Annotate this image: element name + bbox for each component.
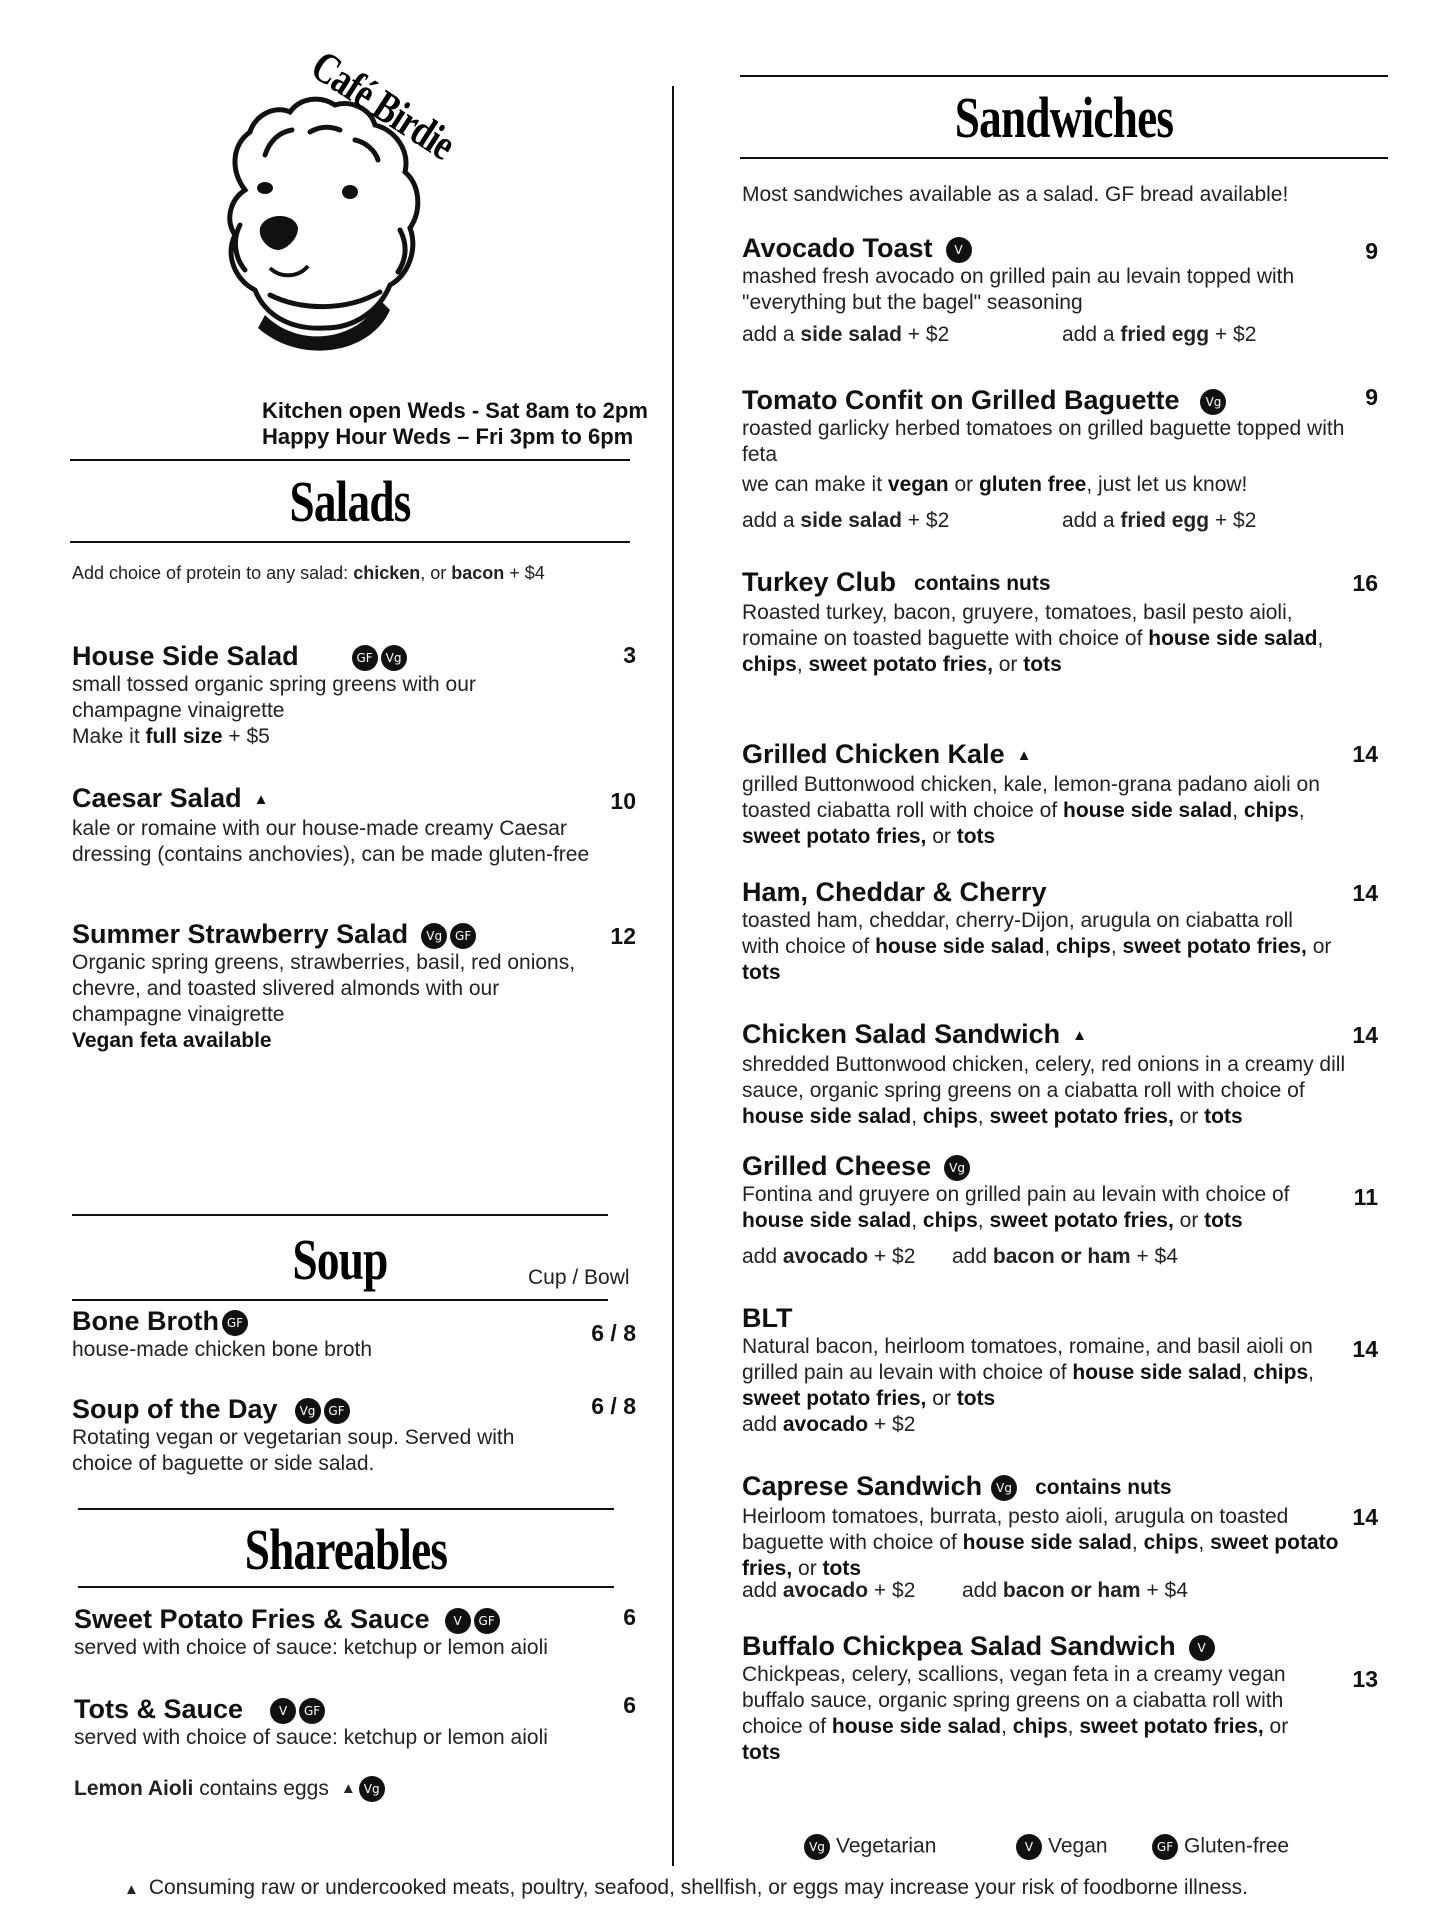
item-name: Soup of the Day [72,1394,278,1424]
gluten-free-icon: GF [450,923,476,949]
add-side-salad [742,322,949,348]
side-sweet-potato-fries: sweet potato fries, [742,824,927,848]
addon-bold: side salad [800,323,902,346]
note-suffix: + $4 [504,563,545,583]
item-name: Tots & Sauce [74,1694,244,1724]
item-description: house-made chicken bone broth [72,1338,373,1361]
item-name: Chicken Salad Sandwich [742,1019,1061,1049]
item-price: 10 [610,788,636,814]
menu-item-chicken-salad-sandwich [742,1018,1362,1130]
side-tots: tots [956,824,996,848]
extra-mid: or [948,473,979,496]
side-chips: chips [1253,1361,1309,1384]
shareables-title: Shareables [244,1517,448,1582]
vegetarian-icon: Vg [1200,389,1226,415]
add-avocado [742,1578,915,1604]
menu-item-caesar-salad [72,782,592,868]
addon-bold: side salad [800,509,902,532]
side-or: or [992,652,1024,676]
logo-text: Café Birdie [302,40,464,170]
addon-post: + $2 [1209,509,1257,532]
item-price: 3 [623,642,636,668]
side-sweet-potato-fries: sweet potato fries, [1122,935,1307,958]
addon-bold: fried egg [1120,509,1210,532]
gluten-free-icon: GF [324,1398,350,1424]
item-name: BLT [742,1303,793,1333]
item-description: small tossed organic spring greens with our champagne vinaigrette [72,673,476,722]
item-price: 14 [1352,1504,1378,1530]
side-tots: tots [1023,652,1062,676]
raw-warning-icon: ▲ [1072,1026,1087,1044]
item-price: 9 [1365,238,1378,264]
hours-block [262,398,648,450]
warning-triangle-icon: ▲ [124,1881,139,1898]
item-name-row [74,1693,614,1725]
item-description: kale or romaine with our house-made creamy Caesar dressing (contains anchovies), can be made gluten-free [72,816,590,866]
addon-pre: add a [1062,323,1121,346]
side-or: or [926,1387,957,1410]
item-name-row [742,1150,1342,1182]
side-house-salad: house side salad [1063,798,1233,822]
note-mid: , or [420,563,452,583]
addon-post: + $2 [868,1413,916,1436]
extra-vegan: vegan [887,473,949,496]
side-house-salad: house side salad [962,1530,1132,1554]
menu-item-tots [74,1693,614,1751]
lemon-aioli-note [74,1776,385,1802]
item-price: 12 [610,923,636,949]
item-name-row [742,232,1342,264]
side-tots: tots [1204,1209,1243,1232]
side-house-salad: house side salad [875,935,1045,958]
side-house-salad: house side salad [742,1209,912,1232]
note-bacon: bacon [451,563,505,583]
side-chips: chips [1243,798,1299,822]
contains-nuts-note: contains nuts [914,571,1051,595]
menu-item-caprese-sandwich [742,1470,1342,1582]
addon-post: + $2 [868,1245,916,1268]
side-tots: tots [822,1556,862,1580]
menu-item-turkey-club [742,566,1332,678]
addon-bold: avocado [782,1413,869,1436]
soup-title: Soup [292,1227,388,1292]
item-description: served with choice of sauce: ketchup or lemon aioli [74,1636,548,1659]
desc-text: grilled Buttonwood chicken, kale, lemon-grana padano aioli on toasted ciabatta roll with choice of [742,772,1320,822]
sandwiches-rule-top [740,75,1388,77]
menu-item-avocado-toast [742,232,1342,316]
soup-rule-bottom [72,1299,608,1301]
soup-size-label: Cup / Bowl [528,1266,630,1289]
addon-pre: add a [742,323,801,346]
item-description: mashed fresh avocado on grilled pain au levain topped with "everything but the bagel" seasoning [742,265,1295,314]
side-or: or [792,1556,823,1580]
legend-gluten-free [1152,1834,1289,1860]
gluten-free-icon: GF [352,645,378,671]
item-description: Chickpeas, celery, scallions, vegan feta in a creamy vegan buffalo sauce, organic spring greens on a ciabatta roll with choice of house side salad, chips, sweet potato fries, or tots [742,1663,1289,1764]
add-bacon-or-ham [952,1244,1178,1270]
kitchen-hours: Kitchen open Weds - Sat 8am to 2pm [262,398,648,423]
add-fried-egg [1062,322,1256,348]
desc-text: shredded Buttonwood chicken, celery, red onions in a creamy dill sauce, organic spring greens on a ciabatta roll with choice of [742,1052,1346,1102]
side-chips: chips [742,652,797,676]
addon-pre: add [742,1579,783,1602]
add-bacon-or-ham [962,1578,1188,1604]
menu-item-soup-of-the-day [72,1393,592,1477]
footer-disclaimer [124,1876,1248,1900]
side-sweet-potato-fries: sweet potato fries, [808,652,993,676]
salads-title: Salads [289,469,411,534]
item-price: 14 [1352,880,1378,906]
side-chips: chips [922,1209,978,1232]
vegetarian-icon: Vg [991,1475,1017,1501]
vegetarian-icon: Vg [381,645,407,671]
addon-bold: avocado [782,1579,869,1602]
vegetarian-icon: Vg [421,923,447,949]
vegan-icon: V [270,1698,296,1724]
item-description: grilled Buttonwood chicken, kale, lemon-grana padano aioli on toasted ciabatta roll with choice of house side salad, chips, sweet potato fries, or tots [742,772,1320,848]
footer-text: Consuming raw or undercooked meats, poultry, seafood, shellfish, or eggs may increase your risk of foodborne illness. [148,1876,1249,1899]
item-name: Caesar Salad [72,783,242,813]
side-chips: chips [1055,935,1111,958]
item-name-row [742,384,1362,416]
salads-rule-top [70,459,630,461]
side-sweet-potato-fries: sweet potato fries, [742,1530,1339,1580]
extra-prefix: Make it [72,725,146,748]
gluten-free-icon: GF [1152,1834,1178,1860]
gluten-free-icon: GF [474,1608,500,1634]
side-tots: tots [742,961,781,984]
add-fried-egg [1062,508,1256,534]
vegan-icon: V [946,237,972,263]
desc-text: Natural bacon, heirloom tomatoes, romaine, and basil aioli on grilled pain au levain with choice of [742,1335,1313,1384]
item-description: Heirloom tomatoes, burrata, pesto aioli, arugula on toasted baguette with choice of house side salad, chips, sweet potato fries, or tots [742,1504,1339,1580]
menu-item-bone-broth [72,1305,592,1363]
legend-label: Vegetarian [836,1834,937,1858]
addon-post: + $2 [901,509,950,532]
item-name: Bone Broth [72,1306,219,1336]
extra-gluten-free: gluten free [978,473,1087,496]
item-name-row [742,566,1332,600]
item-description: Rotating vegan or vegetarian soup. Served with choice of baguette or side salad. [72,1426,515,1475]
item-name-row [742,1630,1332,1662]
item-name: Grilled Chicken Kale [742,739,1005,769]
item-name: Avocado Toast [742,233,933,263]
menu-item-buffalo-chickpea [742,1630,1332,1766]
menu-item-blt [742,1302,1332,1438]
item-price: 14 [1352,741,1378,767]
item-name: Caprese Sandwich [742,1471,983,1501]
item-name: Summer Strawberry Salad [72,919,409,949]
side-tots: tots [1204,1104,1243,1128]
addon-pre: add [952,1245,993,1268]
side-tots: tots [956,1387,996,1410]
legend-vegan [1016,1834,1108,1860]
menu-item-tomato-confit [742,384,1362,498]
side-chips: chips [1143,1530,1199,1554]
shareables-rule-bottom [78,1586,614,1588]
add-avocado [742,1412,1332,1438]
contains-nuts-note: contains nuts [1035,1475,1172,1499]
menu-item-grilled-cheese [742,1150,1342,1234]
item-extra [72,1028,592,1054]
shareables-rule-top [78,1508,614,1510]
extra-pre: we can make it [742,473,888,496]
side-sweet-potato-fries: sweet potato fries, [989,1209,1174,1232]
desc-text: toasted ham, cheddar, cherry-Dijon, arugula on ciabatta roll with choice of [742,909,1293,958]
salads-protein-note [72,560,545,586]
item-name-row [72,1305,592,1337]
addon-pre: add [962,1579,1003,1602]
side-chips: chips [922,1104,978,1128]
addon-bold: avocado [782,1245,869,1268]
item-name: Sweet Potato Fries & Sauce [74,1604,430,1634]
item-name: Buffalo Chickpea Salad Sandwich [742,1631,1176,1661]
menu-item-grilled-chicken-kale [742,738,1332,850]
menu-item-house-side-salad [72,640,592,750]
side-sweet-potato-fries: sweet potato fries, [989,1104,1174,1128]
side-chips: chips [1012,1715,1068,1738]
soup-rule-top [72,1214,608,1216]
extra-bold: Vegan feta available [72,1029,272,1052]
item-name: Ham, Cheddar & Cherry [742,877,1047,907]
aioli-name: Lemon Aioli [74,1777,194,1800]
menu-item-ham-cheddar-cherry [742,876,1332,986]
item-price: 6 / 8 [591,1393,636,1419]
note-prefix: Add choice of protein to any salad: [72,563,354,583]
item-name-row [72,1393,592,1425]
side-house-salad: house side salad [831,1715,1002,1738]
vegetarian-icon: Vg [295,1398,321,1424]
sandwiches-title: Sandwiches [954,85,1174,150]
vegan-icon: V [445,1608,471,1634]
item-price: 16 [1352,570,1378,596]
item-name: House Side Salad [72,641,299,671]
raw-warning-icon: ▲ [253,790,269,808]
extra-bold: full size [145,725,223,748]
side-or: or [1173,1209,1205,1232]
addon-pre: add [742,1413,783,1436]
item-price: 6 [623,1692,636,1718]
item-price: 13 [1352,1666,1378,1692]
addon-post: + $2 [901,323,950,346]
item-name-row [72,918,592,950]
addon-pre: add [742,1245,783,1268]
item-description: Fontina and gruyere on grilled pain au levain with choice of house side salad, chips, sweet potato fries, or tots [742,1183,1290,1232]
aioli-text: contains eggs [193,1777,329,1800]
item-name: Tomato Confit on Grilled Baguette [742,385,1180,415]
desc-text: Fontina and gruyere on grilled pain au levain with choice of [742,1183,1290,1206]
sandwiches-rule-bottom [740,157,1388,159]
salads-rule-bottom [70,541,630,543]
raw-warning-icon: ▲ [1016,746,1032,764]
item-description: roasted garlicky herbed tomatoes on grilled baguette topped with feta [742,417,1345,466]
desc-text: Chickpeas, celery, scallions, vegan feta in a creamy vegan buffalo sauce, organic spring greens on a ciabatta roll with choice of [742,1663,1286,1738]
item-price: 6 / 8 [591,1320,636,1346]
happy-hour: Happy Hour Weds – Fri 3pm to 6pm [262,424,634,449]
column-divider [672,86,674,1866]
item-extra [742,472,1362,498]
item-name: Turkey Club [742,567,897,597]
item-description: toasted ham, cheddar, cherry-Dijon, arugula on ciabatta roll with choice of house side salad, chips, sweet potato fries, or tots [742,909,1332,984]
side-house-salad: house side salad [1148,626,1318,650]
extra-suffix: + $5 [222,725,270,748]
sandwiches-intro: Most sandwiches available as a salad. GF bread available! [742,183,1289,206]
item-name-row [742,738,1332,772]
item-price: 9 [1365,384,1378,410]
item-name: Grilled Cheese [742,1151,932,1181]
item-description: shredded Buttonwood chicken, celery, red onions in a creamy dill sauce, organic spring greens on a ciabatta roll with choice of house side salad, chips, sweet potato fries, or tots [742,1052,1346,1128]
addon-post: + $4 [1140,1579,1188,1602]
addon-bold: bacon or ham [992,1245,1131,1268]
vegetarian-icon: Vg [944,1155,970,1181]
side-or: or [926,824,957,848]
item-description: served with choice of sauce: ketchup or lemon aioli [74,1726,548,1749]
menu-item-sweet-potato-fries [74,1603,614,1661]
addon-pre: add a [742,509,801,532]
extra-post: , just let us know! [1086,473,1248,496]
legend-vegetarian [804,1834,936,1860]
item-name-row [72,782,592,816]
vegetarian-icon: Vg [359,1776,385,1802]
add-side-salad [742,508,949,534]
side-sweet-potato-fries: sweet potato fries, [1079,1715,1264,1738]
legend-label: Vegan [1048,1834,1108,1858]
side-or: or [1306,935,1332,958]
dog-logo [170,60,500,380]
note-chicken: chicken [353,563,421,583]
addon-post: + $2 [868,1579,916,1602]
desc-text: Heirloom tomatoes, burrata, pesto aioli, arugula on toasted baguette with choice of [742,1504,1289,1554]
item-extra [72,724,592,750]
item-price: 14 [1352,1022,1378,1048]
side-tots: tots [742,1741,781,1764]
item-name-row [742,1470,1342,1504]
side-house-salad: house side salad [1072,1361,1242,1384]
desc-text: Roasted turkey, bacon, gruyere, tomatoes, basil pesto aioli, romaine on toasted baguette with choice of [742,600,1293,650]
item-price: 14 [1352,1336,1378,1362]
side-house-salad: house side salad [742,1104,912,1128]
side-sweet-potato-fries: sweet potato fries, [742,1387,927,1410]
vegan-icon: V [1016,1834,1042,1860]
side-or: or [1173,1104,1205,1128]
item-description: Organic spring greens, strawberries, basil, red onions, chevre, and toasted slivered almonds with our champagne vinaigrette [72,951,576,1026]
vegan-icon: V [1189,1635,1215,1661]
side-or: or [1263,1715,1289,1738]
item-name-row [72,640,592,672]
gluten-free-icon: GF [222,1310,248,1336]
gluten-free-icon: GF [299,1698,325,1724]
item-name-row [74,1603,614,1635]
add-avocado [742,1244,915,1270]
menu-item-summer-strawberry-salad [72,918,592,1054]
addon-bold: bacon or ham [1002,1579,1141,1602]
addon-pre: add a [1062,509,1121,532]
addon-post: + $4 [1130,1245,1178,1268]
item-price: 11 [1353,1184,1378,1210]
legend-label: Gluten-free [1184,1834,1290,1858]
item-name-row [742,1018,1362,1052]
item-description: Roasted turkey, bacon, gruyere, tomatoes, basil pesto aioli, romaine on toasted baguette with choice of house side salad, chips, sweet potato fries, or tots [742,600,1324,676]
item-price: 6 [623,1604,636,1630]
raw-warning-icon: ▲ [340,1780,356,1798]
vegetarian-icon: Vg [804,1834,830,1860]
addon-bold: fried egg [1120,323,1210,346]
addon-post: + $2 [1209,323,1257,346]
item-description: Natural bacon, heirloom tomatoes, romaine, and basil aioli on grilled pain au levain with choice of house side salad, chips, sweet potato fries, or tots [742,1335,1314,1410]
